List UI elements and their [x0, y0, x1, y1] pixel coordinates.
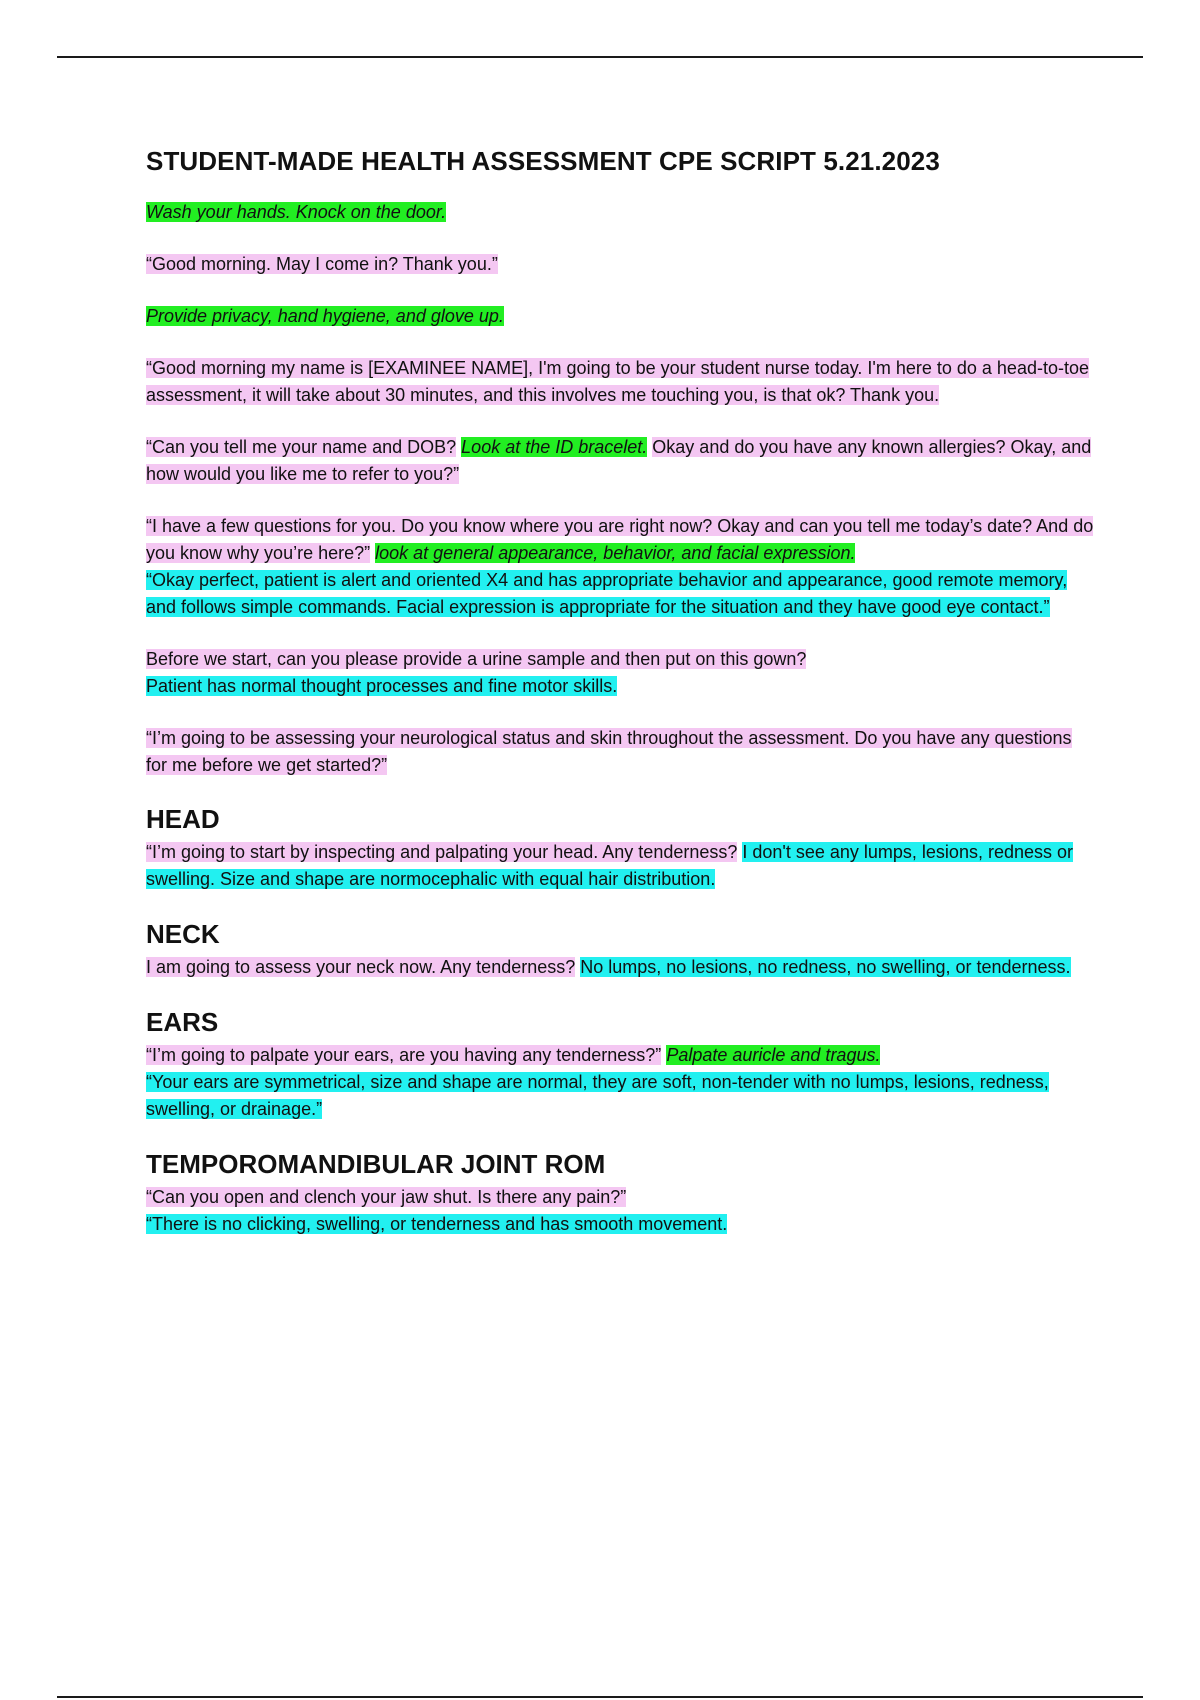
section-heading-neck: NECK	[146, 919, 220, 949]
section-head: HEAD “I’m going to start by inspecting and palpating your head. Any tenderness? I don't see any lumps, lesions, redness or swelling. Size and shape are normocephalic with equal hair distribution.	[146, 804, 1096, 893]
section-ears: EARS “I’m going to palpate your ears, are you having any tenderness?” Palpate auricle and tragus. “Your ears are symmetrical, size and shape are normal, they are soft, non-tender with no lumps, lesions, redness, swelling, or drainage.”	[146, 1007, 1096, 1123]
identification-speech: “Can you tell me your name and DOB? Look at the ID bracelet. Okay and do you have any known allergies? Okay, and how would you like me to refer to you?”	[146, 437, 1092, 484]
thought-process-finding: Patient has normal thought processes and fine motor skills.	[146, 676, 618, 696]
section-neck: NECK I am going to assess your neck now. Any tenderness? No lumps, no lesions, no redness, no swelling, or tenderness.	[146, 919, 1096, 981]
orientation-questions: “I have a few questions for you. Do you know where you are right now? Okay and can you tell me today’s date? And do you know why you’re here?” look at general appearance, behavior, and facial expression. “Okay perfect, patient is alert and oriented X4 and has appropriate behavior and appearance, good remote memory, and follows simple commands. Facial expression is appropriate for the situation and they have good eye contact.”	[146, 516, 1094, 617]
instruction-wash-hands: Wash your hands. Knock on the door.	[146, 202, 447, 222]
document-title: STUDENT-MADE HEALTH ASSESSMENT CPE SCRIPT 5.21.2023	[146, 146, 940, 176]
section-heading-head: HEAD	[146, 804, 220, 834]
section-heading-ears: EARS	[146, 1007, 219, 1037]
id-bracelet-instruction: Look at the ID bracelet.	[461, 437, 648, 457]
urine-sample-request: Before we start, can you please provide a urine sample and then put on this gown? Patient has normal thought processes and fine motor skills.	[146, 649, 807, 696]
introduction-speech: “Good morning my name is [EXAMINEE NAME], I'm going to be your student nurse today. I'm here to do a head-to-toe assessment, it will take about 30 minutes, and this involves me touching you, is that ok? Thank you.	[146, 358, 1089, 405]
instruction-privacy: Provide privacy, hand hygiene, and glove up.	[146, 306, 504, 326]
section-tmj: TEMPOROMANDIBULAR JOINT ROM “Can you open and clench your jaw shut. Is there any pain?” “There is no clicking, swelling, or tenderness and has smooth movement.	[146, 1149, 1096, 1238]
orientation-finding: “Okay perfect, patient is alert and oriented X4 and has appropriate behavior and appearance, good remote memory, and follows simple commands. Facial expression is appropriate for the situation and they have good eye contact.”	[146, 570, 1068, 617]
top-rule	[57, 56, 1143, 58]
appearance-instruction: look at general appearance, behavior, and facial expression.	[375, 543, 856, 563]
greeting-line: “Good morning. May I come in? Thank you.”	[146, 254, 498, 274]
bottom-rule	[57, 1696, 1143, 1698]
document-body	[146, 146, 1096, 1264]
section-heading-tmj: TEMPOROMANDIBULAR JOINT ROM	[146, 1149, 606, 1179]
neuro-skin-statement: “I’m going to be assessing your neurological status and skin throughout the assessment. Do you have any questions for me before we get started?”	[146, 728, 1072, 775]
